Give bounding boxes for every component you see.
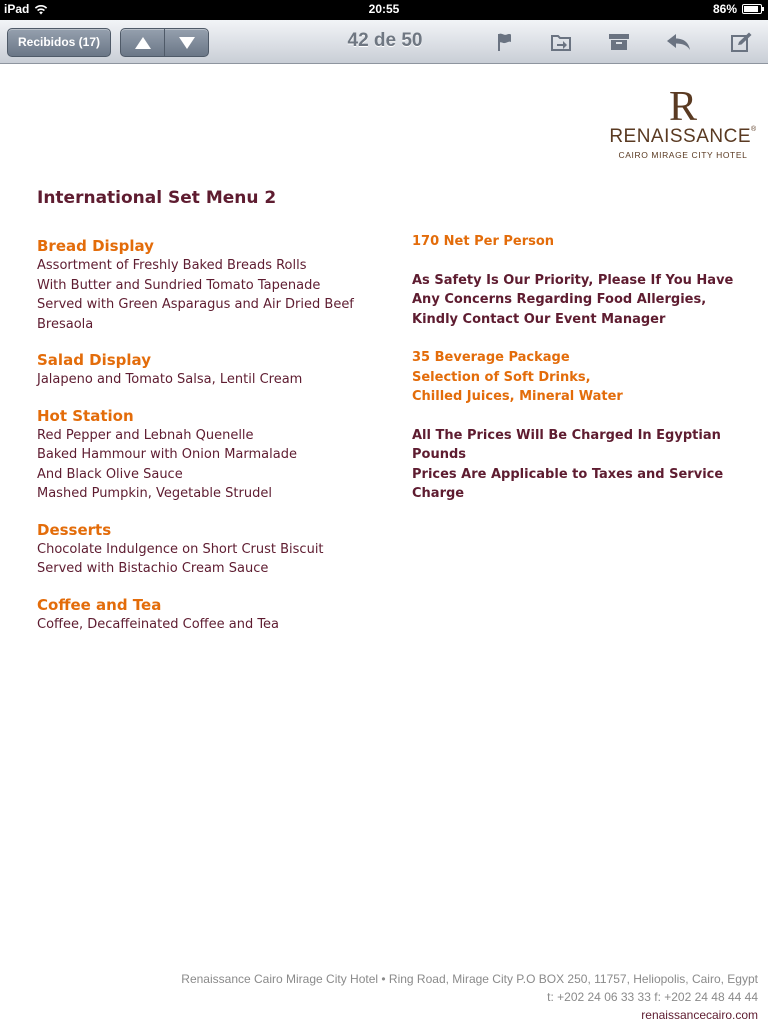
message-counter: 42 de 50: [347, 30, 423, 51]
device-name: iPad: [4, 2, 30, 16]
compose-button[interactable]: [727, 29, 755, 55]
reply-icon: [666, 32, 692, 52]
pricing-notes: [412, 426, 762, 504]
section-heading: Desserts: [37, 520, 112, 539]
menu-item-line: Served with Green Asparagus and Air Dried Beef: [37, 297, 354, 312]
footer-address: Renaissance Cairo Mirage City Hotel • Ring Road, Mirage City P.O BOX 250, 11757, Heliopolis, Cairo, Egypt: [181, 972, 758, 986]
price-block: [412, 232, 762, 252]
safety-line: Kindly Contact Our Event Manager: [412, 311, 666, 327]
beverage-package: [412, 348, 762, 407]
safety-notice: [412, 271, 762, 330]
section-heading: Bread Display: [37, 237, 154, 255]
beverage-line: 35 Beverage Package: [412, 350, 570, 365]
hotel-footer: [181, 970, 758, 1024]
footer-website-link[interactable]: renaissancecairo.com: [641, 1008, 758, 1022]
move-folder-icon: [550, 32, 572, 52]
price-per-person: 170 Net Per Person: [412, 234, 555, 249]
safety-line: Any Concerns Regarding Food Allergies,: [412, 292, 707, 307]
beverage-line: Chilled Juices, Mineral Water: [412, 389, 623, 404]
status-right: [713, 2, 762, 16]
reply-button[interactable]: [665, 29, 693, 55]
menu-item-line: Served with Bistachio Cream Sauce: [37, 561, 269, 576]
menu-section: [37, 406, 387, 504]
menu-item-line: And Black Olive Sauce: [37, 466, 183, 482]
menu-item-line: Mashed Pumpkin, Vegetable Strudel: [37, 486, 272, 501]
menu-section: [37, 520, 387, 579]
menu-section: [37, 595, 387, 635]
menu-item-line: Assortment of Freshly Baked Breads Rolls: [37, 258, 307, 273]
menu-item-line: Jalapeno and Tomato Salsa, Lentil Cream: [37, 372, 303, 387]
footer-phones: t: +202 24 06 33 33 f: +202 24 48 44 44: [547, 990, 758, 1004]
move-button[interactable]: [547, 29, 575, 55]
section-heading: Coffee and Tea: [37, 595, 162, 614]
menu-info: [412, 232, 762, 523]
flag-button[interactable]: [490, 29, 518, 55]
menu-title: International Set Menu 2: [37, 188, 277, 208]
logo-name: [600, 126, 766, 148]
menu-item-line: Baked Hammour with Onion Marmalade: [37, 447, 297, 462]
pricing-note: Prices Are Applicable to Taxes and Service Charge: [412, 466, 724, 501]
next-message-button[interactable]: [164, 29, 208, 56]
section-heading: Hot Station: [37, 406, 134, 425]
flag-icon: [495, 32, 513, 52]
arrow-up-icon: [134, 36, 152, 50]
status-bar: [0, 0, 768, 20]
registered-mark: ®: [751, 126, 757, 133]
renaissance-logo: [600, 86, 766, 160]
arrow-down-icon: [178, 36, 196, 50]
logo-mark: R: [668, 84, 697, 130]
inbox-back-button[interactable]: Recibidos (17): [7, 28, 111, 57]
battery-level: [744, 6, 758, 12]
section-heading: Salad Display: [37, 351, 151, 369]
menu-section: [37, 350, 387, 390]
menu-item-line: Bresaola: [37, 316, 94, 332]
menu-item-line: Red Pepper and Lebnah Quenelle: [37, 427, 254, 443]
mail-toolbar: [0, 20, 768, 64]
battery-percent: 86%: [712, 2, 737, 16]
message-navigation: [120, 28, 209, 57]
safety-line: As Safety Is Our Priority, Please If You Have: [412, 272, 734, 288]
pricing-note: All The Prices Will Be Charged In Egyptian Pounds: [412, 427, 721, 462]
battery-icon: [742, 4, 762, 14]
logo-wordmark: RENAISSANCE: [609, 126, 752, 147]
menu-sections: [37, 236, 387, 650]
menu-item-line: Coffee, Decaffeinated Coffee and Tea: [37, 616, 280, 632]
menu-item-line: Chocolate Indulgence on Short Crust Biscuit: [37, 541, 324, 557]
menu-item-line: With Butter and Sundried Tomato Tapenade: [37, 277, 321, 293]
logo-subtitle: CAIRO MIRAGE CITY HOTEL: [618, 150, 748, 160]
menu-section: [37, 236, 387, 334]
archive-icon: [608, 32, 630, 52]
previous-message-button[interactable]: [121, 29, 164, 56]
archive-button[interactable]: [605, 29, 633, 55]
beverage-line: Selection of Soft Drinks,: [412, 369, 591, 385]
status-time: 20:55: [368, 2, 400, 16]
compose-icon: [730, 32, 752, 52]
